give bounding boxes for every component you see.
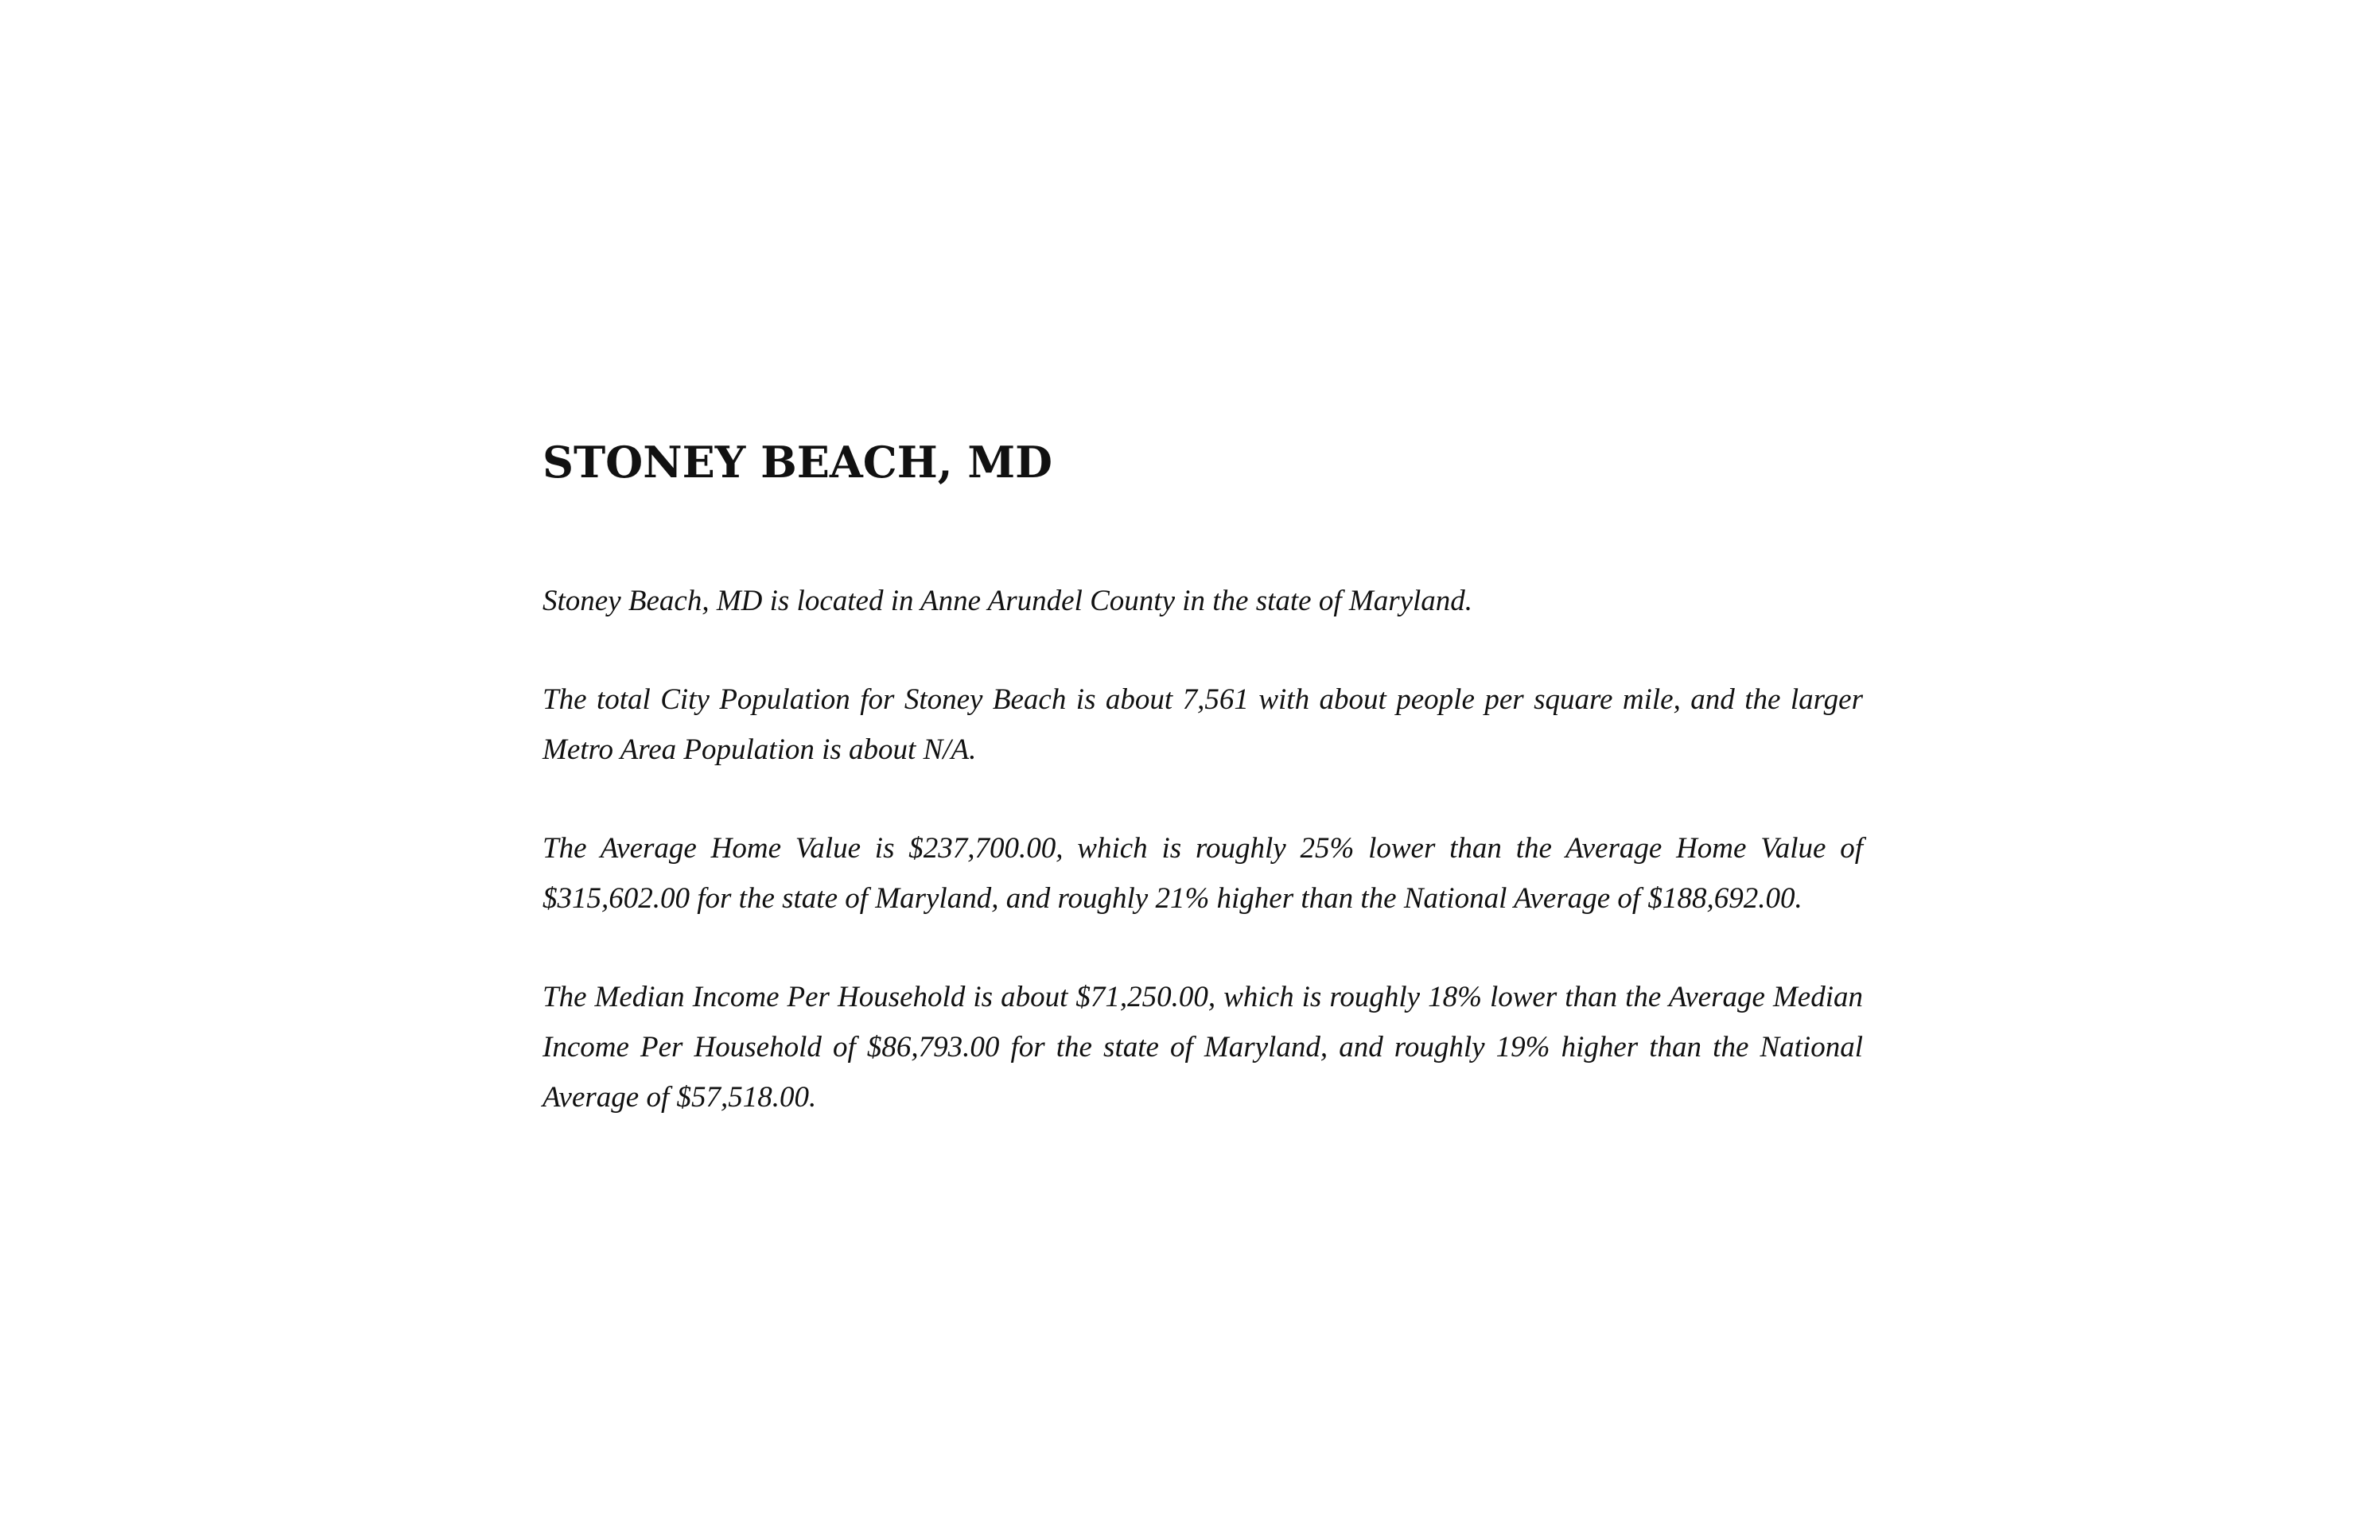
home-value-paragraph: The Average Home Value is $237,700.00, which is roughly 25% lower than the Average Home Value of $315,602.00 for the state of Maryland, and roughly 21% higher than the National Average of $188,692.00. [542, 832, 1863, 915]
location-paragraph: Stoney Beach, MD is located in Anne Arundel County in the state of Maryland. [542, 585, 1473, 617]
page-title: STONEY BEACH, MD [542, 437, 1052, 488]
population-paragraph: The total City Population for Stoney Beach is about 7,561 with about people per square mile, and the larger Metro Area Population is about N/A. [542, 683, 1863, 766]
page-content [542, 436, 1863, 1122]
median-income-paragraph: The Median Income Per Household is about $71,250.00, which is roughly 18% lower than the Average Median Income Per Household of $86,793.00 for the state of Maryland, and roughly 19% higher than the National Average of $57,518.00. [542, 981, 1863, 1114]
